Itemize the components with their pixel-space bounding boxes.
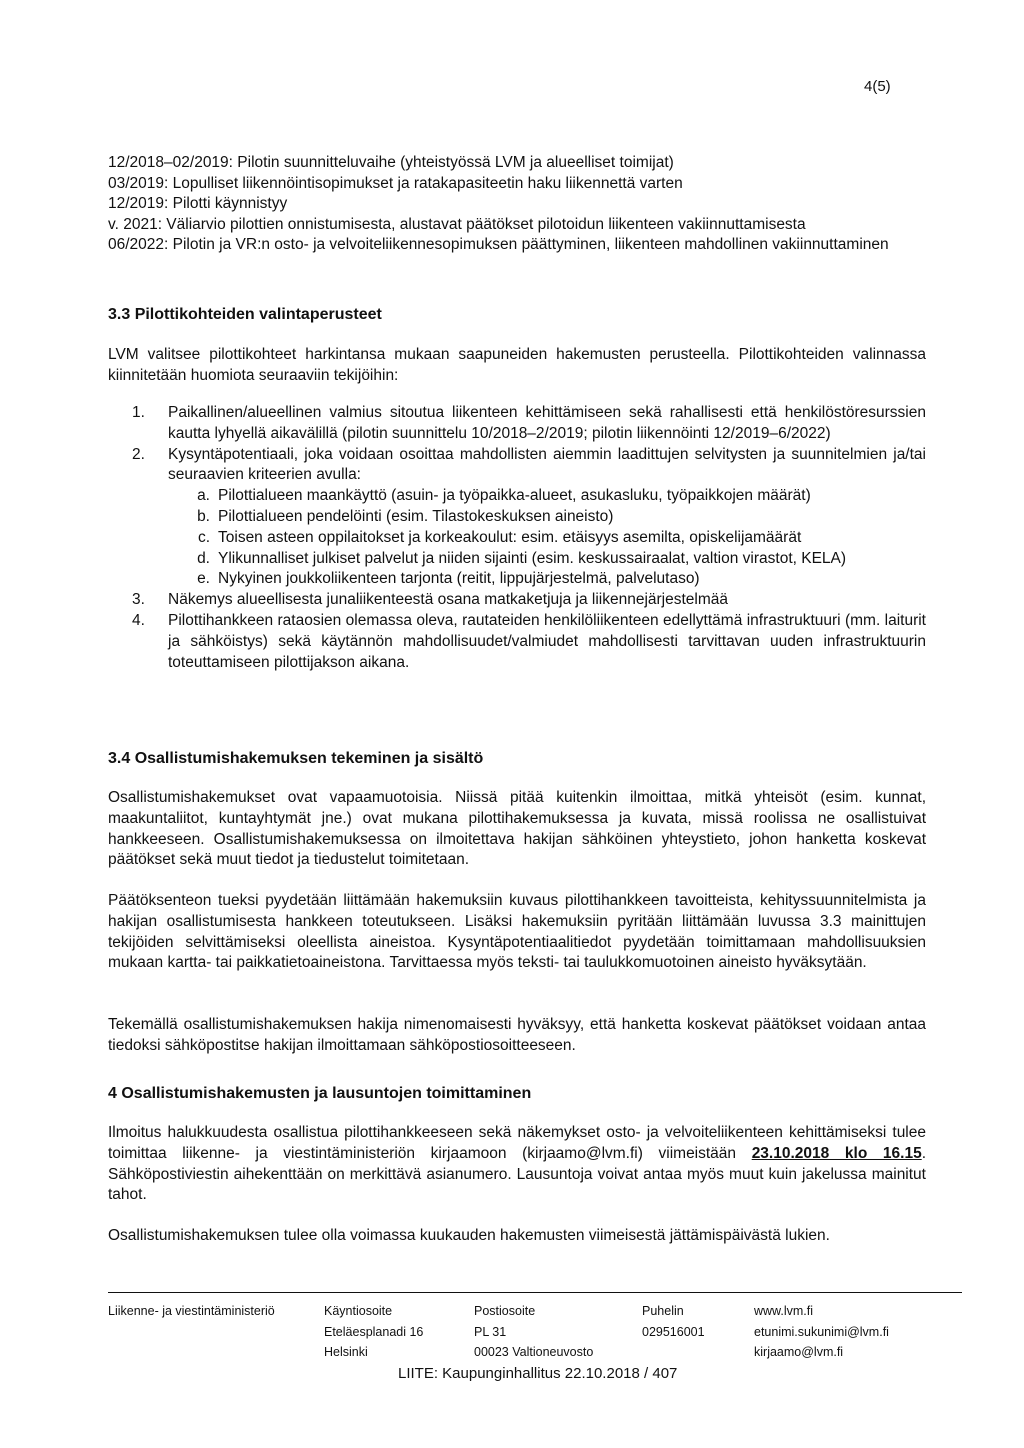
criteria-item <box>108 445 926 487</box>
criteria-text: Paikallinen/alueellinen valmius sitoutua liikenteen kehittämiseen sekä rahallisesti että henkilöstöresurssien kautta lyhyellä aikavälillä (pilotin suunnittelu 10/2018–2/2019; pilotin liikennöinti 12/2019–6/2022) <box>168 404 926 442</box>
section-3-4-paragraph: Päätöksenteon tueksi pyydetään liittämään hakemuksiin kuvaus pilottihankkeen tavoitteista, kehityssuunnitelmista ja hakijan osallistumisesta hankkeen toteutukseen. Lisäksi hakemuksiin pyritään liittämään luvussa 3.3 mainittujen tekijöiden selvittämiseksi oleellista aineistoa. Kysyntäpotentiaalitiedot pyydetään toimittamaan mahdollisuuksien mukaan kartta- tai paikkatietoaineistona. Tarvittaessa myös teksti- tai taulukkomuotoinen aineisto hyväksytään. <box>108 892 926 972</box>
subcriteria-item <box>108 528 926 549</box>
footer-phone <box>642 1301 705 1342</box>
footer-label: Käyntiosoite <box>324 1304 393 1318</box>
timeline <box>108 153 930 256</box>
paragraph-text: . Sähköpostiviestin aihekenttään on merkittävä asianumero. Lausuntoja voivat antaa myös muut kuin jakelussa mainitut tahot. <box>108 1144 927 1204</box>
criteria-text: Näkemys alueellisesta junaliikenteestä osana matkaketjuja ja liikennejärjestelmää <box>168 591 729 609</box>
footer-divider <box>108 1292 962 1293</box>
criteria-list <box>108 403 926 673</box>
subcriteria-item <box>108 549 926 570</box>
timeline-item: 06/2022: Pilotin ja VR:n osto- ja velvoiteliikennesopimuksen päättyminen, liikenteen mahdollinen vakiinnuttaminen <box>108 236 889 253</box>
section-heading-3-4: 3.4 Osallistumishakemuksen tekeminen ja sisältö <box>108 750 484 767</box>
section-3-3-intro: LVM valitsee pilottikohteet harkintansa mukaan saapuneiden hakemusten perusteella. Pilottikohteiden valinnassa kiinnitetään huomiota seuraaviin tekijöihin: <box>108 346 926 384</box>
footer-web <box>754 1301 889 1363</box>
criteria-text: Kysyntäpotentiaali, joka voidaan osoittaa mahdollisten aiemmin laadittujen selvitysten ja suunnitelmien ja/tai seuraavien kriteerien avulla: <box>168 445 926 484</box>
footer-email-link[interactable]: kirjaamo@lvm.fi <box>754 1345 844 1359</box>
criteria-number: 2. <box>132 445 145 463</box>
subcriteria-item <box>108 486 926 507</box>
timeline-item: 12/2019: Pilotti käynnistyy <box>108 195 288 212</box>
section-3-4-paragraph: Tekemällä osallistumishakemuksen hakija nimenomaisesti hyväksyy, että hanketta koskevat päätökset voidaan antaa tiedoksi sähköpostitse hakijan ilmoittamaan sähköpostiosoitteeseen. <box>108 1016 926 1054</box>
subcriteria-text: Nykyinen joukkoliikenteen tarjonta (reitit, lippujärjestelmä, palvelutaso) <box>218 570 700 588</box>
subcriteria-item <box>108 569 926 590</box>
subcriteria-text: Pilottialueen maankäyttö (asuin- ja työpaikka-alueet, asukasluku, työpaikkojen määrät) <box>218 487 811 505</box>
subcriteria-letter: b. <box>197 507 210 525</box>
footer-ministry-name: Liikenne- ja viestintäministeriö <box>108 1304 275 1318</box>
page-number: 4(5) <box>864 78 891 95</box>
section-heading-3-3: 3.3 Pilottikohteiden valintaperusteet <box>108 306 382 323</box>
subcriteria-text: Ylikunnalliset julkiset palvelut ja niiden sijainti (esim. keskussairaalat, valtion virastot, KELA) <box>218 549 847 567</box>
criteria-number: 3. <box>132 591 145 609</box>
subcriteria-letter: e. <box>197 570 210 588</box>
deadline-date: 23.10.2018 klo 16.15 <box>751 1144 922 1162</box>
criteria-number: 4. <box>132 611 145 629</box>
footer-value: 00023 Valtioneuvosto <box>474 1345 594 1359</box>
subcriteria-text: Toisen asteen oppilaitokset ja korkeakoulut: esim. etäisyys asemilta, opiskelijamäärät <box>218 528 802 546</box>
criteria-item <box>108 590 926 611</box>
section-4-paragraph <box>108 1123 926 1206</box>
footer-email-link[interactable]: etunimi.sukunimi@lvm.fi <box>754 1324 889 1339</box>
subcriteria-text: Pilottialueen pendelöinti (esim. Tilastokeskuksen aineisto) <box>218 507 614 525</box>
criteria-item <box>108 611 926 673</box>
criteria-text: Pilottihankkeen rataosien olemassa oleva, rautateiden henkilöliikenteen edellyttämä infrastruktuuri (mm. laiturit ja sähköistys) sekä käytännön mahdollisuudet/valmiudet mahdollisesti tarvittavan uuden infrastruktuurin toteuttamiseen pilottijakson aikana. <box>168 611 926 671</box>
footer-label: Puhelin <box>642 1304 684 1318</box>
section-heading-4: 4 Osallistumishakemusten ja lausuntojen toimittaminen <box>108 1085 532 1102</box>
subcriteria-letter: a. <box>197 487 210 505</box>
footer-value: Helsinki <box>324 1345 368 1359</box>
subcriteria-letter: c. <box>197 528 210 546</box>
footer-label: Postiosoite <box>474 1304 536 1318</box>
footer-value: PL 31 <box>474 1324 507 1339</box>
paragraph-text: Ilmoitus halukkuudesta osallistua pilottihankkeeseen sekä näkemykset osto- ja velvoiteliikenteen kehittämiseksi tulee toimittaa liikenne- ja viestintäministeriön kirjaamoon (kirjaamo@lvm.fi) viimeistään <box>108 1124 926 1162</box>
criteria-item <box>108 403 926 445</box>
footer-value: 029516001 <box>642 1324 705 1339</box>
criteria-number: 1. <box>132 404 145 421</box>
section-3-4-paragraph: Osallistumishakemukset ovat vapaamuotoisia. Niissä pitää kuitenkin ilmoittaa, mitkä yhteisöt (esim. kunnat, maakuntaliitot, kuntayhtymät jne.) ovat mukana pilottihakemuksessa ja kuvata, missä roolissa ne osallistuivat hankkeeseen. Osallistumishakemuksessa on ilmoitettava hakijan sähköinen yhteystieto, johon hanketta koskevat päätökset sekä muut tiedot ja tiedustelut toimitetaan. <box>108 789 926 869</box>
footer-value: Eteläesplanadi 16 <box>324 1324 424 1339</box>
timeline-item: 03/2019: Lopulliset liikennöintisopimukset ja ratakapasiteetin haku liikennettä varten <box>108 174 683 192</box>
timeline-item: 12/2018–02/2019: Pilotin suunnitteluvaihe (yhteistyössä LVM ja alueelliset toimijat) <box>108 154 674 171</box>
footer-postal-address <box>474 1301 593 1363</box>
subcriteria-item <box>108 507 926 528</box>
footer-website-link[interactable]: www.lvm.fi <box>754 1304 814 1318</box>
attachment-note: LIITE: Kaupunginhallitus 22.10.2018 / 407 <box>398 1365 678 1382</box>
footer-ministry <box>108 1301 275 1322</box>
footer-visiting-address <box>324 1301 423 1363</box>
section-4-paragraph: Osallistumishakemuksen tulee olla voimassa kuukauden hakemusten viimeisestä jättämispäivästä lukien. <box>108 1227 830 1244</box>
timeline-item: v. 2021: Väliarvio pilottien onnistumisesta, alustavat päätökset pilotoidun liikenteen vakiinnuttamisesta <box>108 215 806 233</box>
subcriteria-letter: d. <box>197 549 210 567</box>
